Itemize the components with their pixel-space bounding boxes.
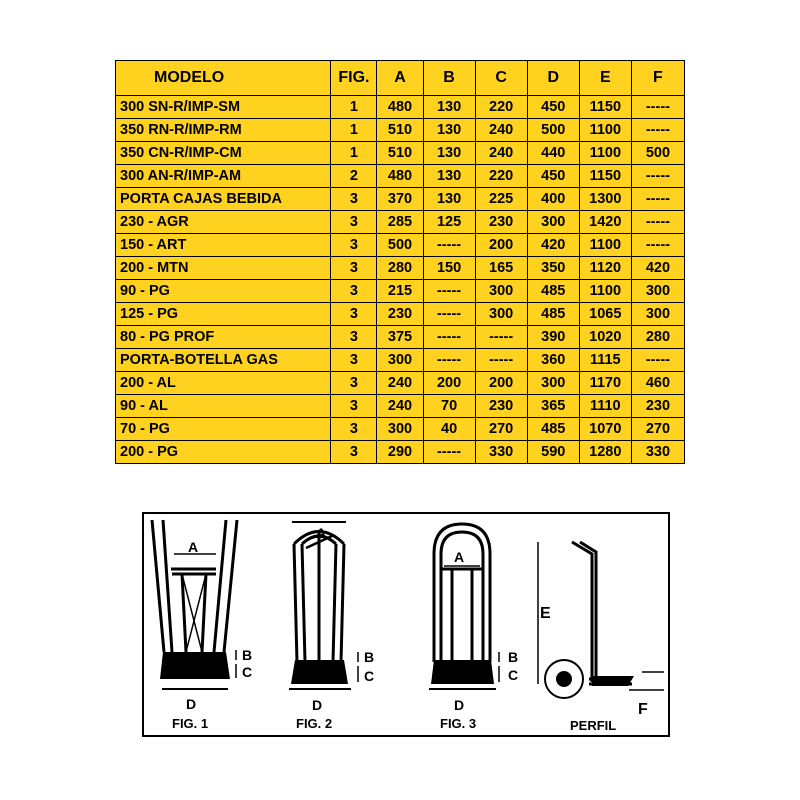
fig1-label-d: D [186, 696, 197, 712]
fig3-label-c: C [508, 667, 519, 683]
header-row [116, 61, 685, 96]
dimension-diagram [142, 512, 670, 737]
cell-c: 270 [475, 418, 527, 441]
cell-modelo: 90 - AL [116, 395, 331, 418]
cell-b: 200 [423, 372, 475, 395]
cell-c: 165 [475, 257, 527, 280]
cell-b: ----- [423, 234, 475, 257]
header-a: A [377, 61, 423, 96]
cell-d: 300 [527, 372, 579, 395]
cell-c: ----- [475, 349, 527, 372]
table-row [116, 165, 685, 188]
cell-modelo: 200 - PG [116, 441, 331, 464]
cell-b: 130 [423, 142, 475, 165]
cell-d: 350 [527, 257, 579, 280]
cell-d: 500 [527, 119, 579, 142]
table-row [116, 234, 685, 257]
cell-modelo: PORTA-BOTELLA GAS [116, 349, 331, 372]
cell-fig: 3 [331, 303, 377, 326]
cell-b: 130 [423, 96, 475, 119]
cell-fig: 3 [331, 372, 377, 395]
cell-d: 300 [527, 211, 579, 234]
table-row [116, 326, 685, 349]
cell-e: 1420 [579, 211, 631, 234]
fig1-label-c: C [242, 664, 253, 680]
fig2-caption: FIG. 2 [296, 716, 333, 731]
cell-modelo: 350 CN-R/IMP-CM [116, 142, 331, 165]
cell-modelo: 70 - PG [116, 418, 331, 441]
fig2-label-d: D [312, 697, 323, 713]
cell-modelo: 90 - PG [116, 280, 331, 303]
table-row [116, 142, 685, 165]
cell-b: 40 [423, 418, 475, 441]
fig3-label-d: D [454, 697, 465, 713]
profile-caption: PERFIL [570, 718, 617, 733]
table-row [116, 418, 685, 441]
cell-e: 1120 [579, 257, 631, 280]
diagram-drawing [144, 514, 668, 735]
cell-c: ----- [475, 326, 527, 349]
cell-e: 1150 [579, 165, 631, 188]
cell-fig: 3 [331, 441, 377, 464]
cell-fig: 1 [331, 96, 377, 119]
cell-a: 290 [377, 441, 423, 464]
spec-table [115, 60, 685, 464]
cell-a: 230 [377, 303, 423, 326]
profile-drawing [538, 542, 664, 698]
cell-e: 1150 [579, 96, 631, 119]
cell-f: 330 [631, 441, 684, 464]
table-row [116, 119, 685, 142]
cell-d: 485 [527, 418, 579, 441]
cell-b: 130 [423, 165, 475, 188]
table-row [116, 188, 685, 211]
table-row [116, 441, 685, 464]
cell-fig: 3 [331, 280, 377, 303]
fig2-label-b: B [364, 649, 375, 665]
cell-b: ----- [423, 349, 475, 372]
cell-e: 1100 [579, 142, 631, 165]
cell-d: 400 [527, 188, 579, 211]
cell-c: 300 [475, 303, 527, 326]
table-body [116, 96, 685, 464]
cell-b: ----- [423, 303, 475, 326]
cell-c: 230 [475, 395, 527, 418]
cell-e: 1100 [579, 119, 631, 142]
cell-a: 510 [377, 142, 423, 165]
cell-d: 365 [527, 395, 579, 418]
cell-modelo: 125 - PG [116, 303, 331, 326]
table-row [116, 372, 685, 395]
cell-e: 1300 [579, 188, 631, 211]
cell-a: 370 [377, 188, 423, 211]
cell-a: 375 [377, 326, 423, 349]
cell-d: 440 [527, 142, 579, 165]
cell-e: 1170 [579, 372, 631, 395]
header-d: D [527, 61, 579, 96]
cell-e: 1020 [579, 326, 631, 349]
cell-a: 280 [377, 257, 423, 280]
cell-d: 450 [527, 165, 579, 188]
cell-b: 130 [423, 188, 475, 211]
cell-f: 460 [631, 372, 684, 395]
cell-d: 590 [527, 441, 579, 464]
cell-a: 240 [377, 395, 423, 418]
cell-a: 215 [377, 280, 423, 303]
cell-a: 300 [377, 418, 423, 441]
cell-modelo: PORTA CAJAS BEBIDA [116, 188, 331, 211]
cell-e: 1070 [579, 418, 631, 441]
table-row [116, 303, 685, 326]
cell-f: 300 [631, 303, 684, 326]
cell-b: 125 [423, 211, 475, 234]
cell-d: 485 [527, 280, 579, 303]
fig3-label-b: B [508, 649, 519, 665]
cell-modelo: 300 AN-R/IMP-AM [116, 165, 331, 188]
cell-f: 280 [631, 326, 684, 349]
fig1-caption: FIG. 1 [172, 716, 209, 731]
cell-fig: 3 [331, 418, 377, 441]
cell-d: 420 [527, 234, 579, 257]
cell-modelo: 150 - ART [116, 234, 331, 257]
cell-e: 1065 [579, 303, 631, 326]
header-c: C [475, 61, 527, 96]
cell-f: 500 [631, 142, 684, 165]
cell-modelo: 230 - AGR [116, 211, 331, 234]
fig1-label-a: A [188, 539, 199, 555]
cell-fig: 1 [331, 119, 377, 142]
cell-modelo: 300 SN-R/IMP-SM [116, 96, 331, 119]
header-fig: FIG. [331, 61, 377, 96]
cell-c: 240 [475, 142, 527, 165]
cell-fig: 3 [331, 349, 377, 372]
cell-fig: 3 [331, 211, 377, 234]
cell-e: 1100 [579, 280, 631, 303]
cell-a: 285 [377, 211, 423, 234]
cell-e: 1280 [579, 441, 631, 464]
cell-c: 230 [475, 211, 527, 234]
fig2-label-c: C [364, 668, 375, 684]
cell-b: 150 [423, 257, 475, 280]
cell-a: 480 [377, 96, 423, 119]
cell-modelo: 200 - MTN [116, 257, 331, 280]
cell-e: 1100 [579, 234, 631, 257]
cell-b: 130 [423, 119, 475, 142]
table-row [116, 280, 685, 303]
cell-f: 270 [631, 418, 684, 441]
cell-c: 200 [475, 234, 527, 257]
header-modelo: MODELO [116, 61, 331, 96]
cell-b: 70 [423, 395, 475, 418]
cell-fig: 2 [331, 165, 377, 188]
header-e: E [579, 61, 631, 96]
table-row [116, 395, 685, 418]
cell-b: ----- [423, 441, 475, 464]
cell-d: 360 [527, 349, 579, 372]
table-row [116, 211, 685, 234]
cell-f: ----- [631, 234, 684, 257]
cell-fig: 3 [331, 188, 377, 211]
profile-label-f: F [638, 701, 648, 718]
cell-c: 330 [475, 441, 527, 464]
cell-d: 485 [527, 303, 579, 326]
cell-b: ----- [423, 280, 475, 303]
cell-c: 220 [475, 165, 527, 188]
cell-b: ----- [423, 326, 475, 349]
cell-c: 220 [475, 96, 527, 119]
cell-fig: 3 [331, 326, 377, 349]
cell-fig: 3 [331, 395, 377, 418]
fig3-caption: FIG. 3 [440, 716, 477, 731]
cell-f: 230 [631, 395, 684, 418]
cell-c: 200 [475, 372, 527, 395]
fig3-label-a: A [454, 549, 465, 565]
cell-fig: 3 [331, 257, 377, 280]
cell-a: 300 [377, 349, 423, 372]
cell-d: 390 [527, 326, 579, 349]
cell-f: ----- [631, 165, 684, 188]
cell-c: 240 [475, 119, 527, 142]
cell-f: ----- [631, 96, 684, 119]
cell-a: 240 [377, 372, 423, 395]
cell-fig: 1 [331, 142, 377, 165]
cell-f: ----- [631, 188, 684, 211]
cell-fig: 3 [331, 234, 377, 257]
cell-e: 1115 [579, 349, 631, 372]
header-b: B [423, 61, 475, 96]
cell-modelo: 350 RN-R/IMP-RM [116, 119, 331, 142]
table-header [116, 61, 685, 96]
fig2-label-a: A [316, 525, 327, 541]
cell-a: 510 [377, 119, 423, 142]
cell-f: 420 [631, 257, 684, 280]
cell-f: ----- [631, 119, 684, 142]
cell-a: 500 [377, 234, 423, 257]
cell-a: 480 [377, 165, 423, 188]
cell-modelo: 80 - PG PROF [116, 326, 331, 349]
cell-d: 450 [527, 96, 579, 119]
table-row [116, 96, 685, 119]
header-f: F [631, 61, 684, 96]
profile-label-e: E [540, 605, 551, 622]
cell-e: 1110 [579, 395, 631, 418]
cell-f: ----- [631, 211, 684, 234]
cell-c: 225 [475, 188, 527, 211]
cell-c: 300 [475, 280, 527, 303]
cell-modelo: 200 - AL [116, 372, 331, 395]
table-row [116, 257, 685, 280]
table-row [116, 349, 685, 372]
cell-f: 300 [631, 280, 684, 303]
fig1-label-b: B [242, 647, 253, 663]
cell-f: ----- [631, 349, 684, 372]
